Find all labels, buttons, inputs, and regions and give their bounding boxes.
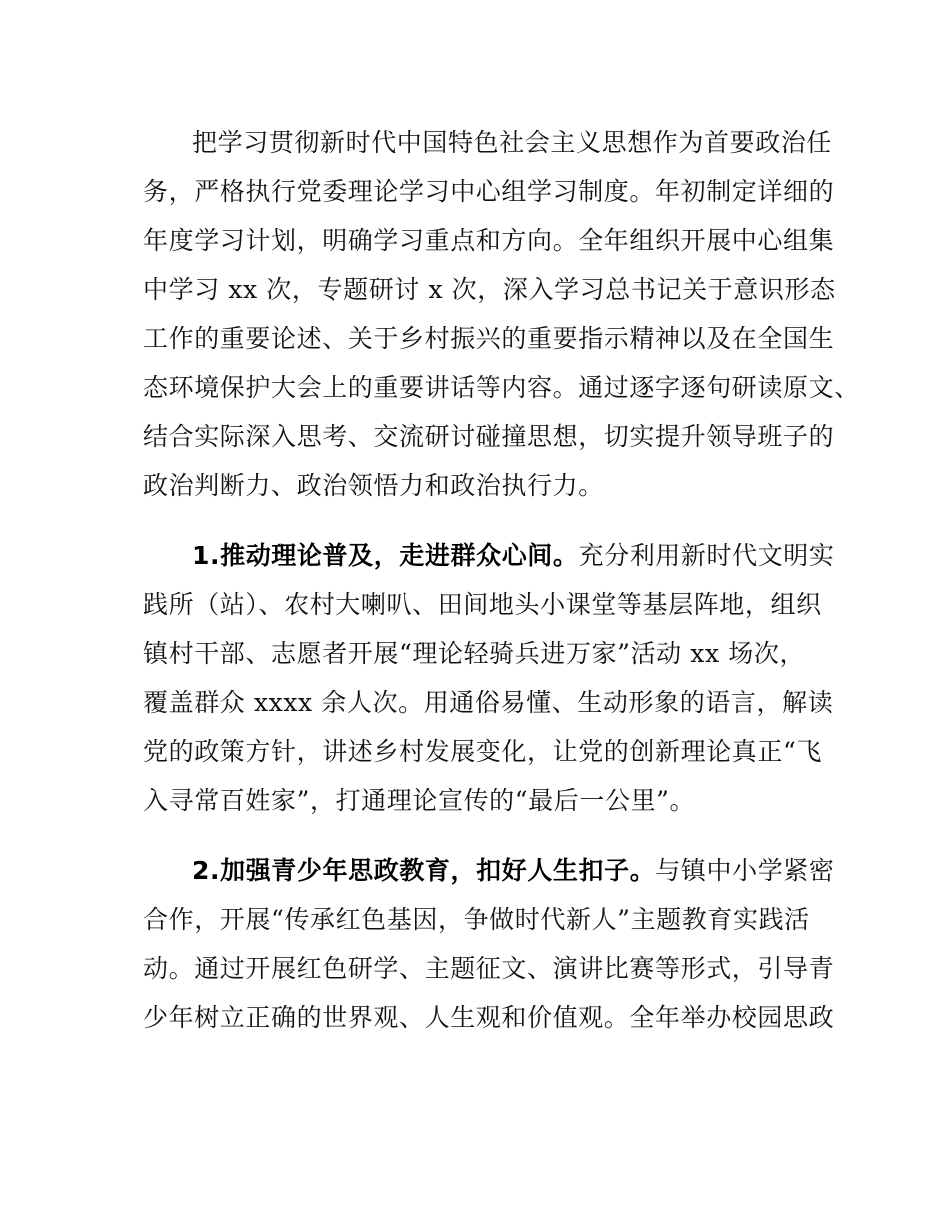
paragraph-1-line-6: 态环境保护大会上的重要讲话等内容。通过逐字逐句研读原文、 xyxy=(143,373,860,402)
paragraph-3-line-3: 动。通过开展红色研学、主题征文、演讲比赛等形式，引导青 xyxy=(143,954,835,983)
paragraph-2-line-3: 镇村干部、志愿者开展“理论轻骑兵进万家”活动 xx 场次， xyxy=(143,639,806,668)
paragraph-3-line-4: 少年树立正确的世界观、人生观和价值观。全年举办校园思政 xyxy=(143,1003,835,1032)
paragraph-1-line-5: 工作的重要论述、关于乡村振兴的重要指示精神以及在全国生 xyxy=(143,324,835,353)
paragraph-3-heading: 2.加强青少年思政教育，扣好人生扣子。 xyxy=(192,856,656,885)
paragraph-1-line-1: 把学习贯彻新时代中国特色社会主义思想作为首要政治任 xyxy=(192,128,833,157)
paragraph-1-line-8: 政治判断力、政治领悟力和政治执行力。 xyxy=(143,471,604,500)
paragraph-2-line-1 xyxy=(192,541,835,571)
paragraph-2-line-5: 党的政策方针，讲述乡村发展变化，让党的创新理论真正“飞 xyxy=(143,737,822,766)
paragraph-1-line-7: 结合实际深入思考、交流研讨碰撞思想，切实提升领导班子的 xyxy=(143,422,835,451)
paragraph-2-heading: 1.推动理论普及，走进群众心间。 xyxy=(192,541,579,570)
paragraph-3-line-2: 合作，开展“传承红色基因，争做时代新人”主题教育实践活 xyxy=(143,905,810,934)
paragraph-3-line-1 xyxy=(192,856,835,886)
paragraph-2-line-6: 入寻常百姓家”，打通理论宣传的“最后一公里”。 xyxy=(143,786,696,815)
paragraph-3-first-line-text: 与镇中小学紧密 xyxy=(655,856,835,885)
paragraph-2-line-2: 践所（站）、农村大喇叭、田间地头小课堂等基层阵地，组织 xyxy=(143,590,822,619)
paragraph-2-line-4: 覆盖群众 xxxx 余人次。用通俗易懂、生动形象的语言，解读 xyxy=(143,688,834,717)
paragraph-2-first-line-text: 充分利用新时代文明实 xyxy=(578,541,835,570)
paragraph-1-line-2: 务，严格执行党委理论学习中心组学习制度。年初制定详细的 xyxy=(143,177,835,206)
paragraph-1-line-3: 年度学习计划，明确学习重点和方向。全年组织开展中心组集 xyxy=(143,226,835,255)
paragraph-1-line-4: 中学习 xx 次，专题研讨 x 次，深入学习总书记关于意识形态 xyxy=(143,275,836,304)
